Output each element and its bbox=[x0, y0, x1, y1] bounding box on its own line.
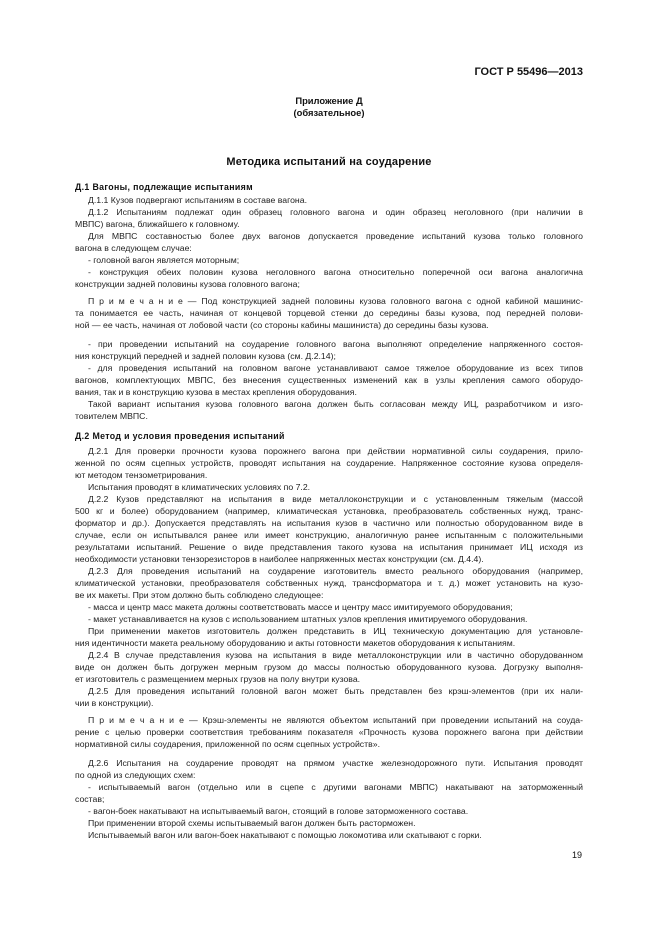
text-line: Для МВПС составностью более двух вагонов допускается проведение испытаний кузова только головного bbox=[88, 231, 583, 241]
text-line: ют методом тензометрирования. bbox=[75, 470, 208, 480]
text-line: - при проведении испытаний на соударение головного вагона выполняют определение напряженного состоя- bbox=[88, 339, 583, 349]
text-line: МВПС) вагона, ближайшего к головному. bbox=[75, 219, 240, 229]
text-line: - макет устанавливается на кузов с использованием штатных узлов крепления имитируемого оборудования. bbox=[88, 614, 528, 624]
text-line: ве их макеты. При этом должно быть соблюдено следующее: bbox=[75, 590, 324, 600]
text-line: состав; bbox=[75, 794, 105, 804]
section-heading: Д.2 Метод и условия проведения испытаний bbox=[75, 431, 285, 441]
paragraph bbox=[75, 266, 583, 290]
appendix-header bbox=[75, 95, 583, 119]
paragraph bbox=[75, 685, 583, 709]
text-line: П р и м е ч а н и е — Крэш-элементы не являются объектом испытаний при проведении испытаний на соуда- bbox=[88, 715, 583, 725]
paragraph bbox=[75, 829, 583, 841]
document-code: ГОСТ Р 55496—2013 bbox=[474, 66, 583, 78]
text-line: форматор и др.). Допускается представлять на испытания кузов в частично или полностью оборудованном виде в bbox=[75, 518, 583, 528]
text-line: Д.2.6 Испытания на соударение проводят на прямом участке железнодорожного пути. Испытания проводят bbox=[88, 758, 583, 768]
text-line: При применении макетов изготовитель должен представить в ИЦ техническую документацию для установле- bbox=[88, 626, 583, 636]
page-number: 19 bbox=[571, 850, 582, 860]
paragraph bbox=[75, 781, 583, 805]
text-line: та понимается ее часть, начиная от концевой торцевой стенки до середины базы кузова, под передней полови- bbox=[75, 308, 583, 318]
paragraph bbox=[75, 481, 583, 493]
document-body bbox=[75, 181, 583, 841]
text-line: климатической установки, преобразователя собственных нужд, трансформатора и т. д.) может установить на кузо- bbox=[75, 578, 583, 588]
text-line: Д.1.1 Кузов подвергают испытаниям в составе вагона. bbox=[88, 195, 307, 205]
paragraph bbox=[75, 613, 583, 625]
paragraph bbox=[75, 565, 583, 601]
paragraph bbox=[75, 493, 583, 565]
text-line: нормативной силы соударения, приложенной по осям сцепных устройств». bbox=[75, 739, 380, 749]
note-block bbox=[75, 295, 583, 331]
text-line: необходимости установки тензорезисторов в наиболее напряженных местах конструкции (см. Д.4.4). bbox=[75, 554, 484, 564]
text-line: случае, если он испытывался ранее или имеет конструкцию, аналогичную ранее испытанным с положительными bbox=[75, 530, 583, 540]
text-line: виде он должен быть догружен мерным грузом до массы полностью оборудованного кузова. Догрузку выполня- bbox=[75, 662, 583, 672]
section bbox=[75, 181, 583, 422]
text-line: вания, так и в конструкцию кузова в местах крепления оборудования. bbox=[75, 387, 357, 397]
paragraph bbox=[75, 445, 583, 481]
page-title: Методика испытаний на соударение bbox=[226, 156, 432, 168]
text-line: - вагон-боек накатывают на испытываемый вагон, стоящий в голове заторможенного состава. bbox=[88, 806, 469, 816]
paragraph bbox=[75, 817, 583, 829]
text-line: П р и м е ч а н и е — Под конструкцией задней половины кузова головного вагона с одной кабиной машинис- bbox=[88, 296, 583, 306]
section-heading: Д.1 Вагоны, подлежащие испытаниям bbox=[75, 182, 253, 192]
text-line: Испытания проводят в климатических условиях по 7.2. bbox=[88, 482, 311, 492]
text-line: - конструкция обеих половин кузова неголовного вагона относительно поперечной оси вагона аналогична bbox=[88, 267, 583, 277]
text-line: Д.2.2 Кузов представляют на испытания в виде металлоконструкции и с установленным тяжелым (массой bbox=[88, 494, 583, 504]
paragraph bbox=[75, 362, 583, 398]
text-line: ния идентичности макета реальному оборудованию и акты готовности макетов оборудования к испытаниям. bbox=[75, 638, 516, 648]
text-line: - испытываемый вагон (отдельно или в сцепе с другими вагонами МВПС) накатывают на заторможенный bbox=[88, 782, 583, 792]
text-line: чии в конструкции). bbox=[75, 698, 154, 708]
text-line: Испытываемый вагон или вагон-боек накатывают с помощью локомотива или скатывают с горки. bbox=[88, 830, 482, 840]
text-line: - для проведения испытаний на головном вагоне устанавливают самое тяжелое оборудование из всех типов bbox=[88, 363, 583, 373]
paragraph bbox=[75, 625, 583, 649]
appendix-status: (обязательное) bbox=[293, 107, 365, 118]
paragraph bbox=[75, 805, 583, 817]
text-line: товителем МВПС. bbox=[75, 411, 148, 421]
paragraph bbox=[75, 649, 583, 685]
text-line: При применении второй схемы испытываемый вагон должен быть расторможен. bbox=[88, 818, 416, 828]
paragraph bbox=[75, 206, 583, 230]
text-line: ет изготовитель с размещением мерных грузов на полу внутри кузова. bbox=[75, 674, 361, 684]
paragraph bbox=[75, 338, 583, 362]
paragraph bbox=[75, 601, 583, 613]
text-line: Д.2.3 Для проведения испытаний на соударение изготовитель вместо реального оборудования (например, bbox=[88, 566, 583, 576]
note-block bbox=[75, 714, 583, 750]
text-line: ной — ее часть, начиная от лобовой части (со стороны кабины машиниста) до середины базы кузова. bbox=[75, 320, 489, 330]
paragraph bbox=[75, 757, 583, 781]
text-line: 500 кг и более) оборудованием (например, климатическая установка, преобразователь собственных нужд, транс- bbox=[75, 506, 583, 516]
text-line: женной по осям сцепных устройств, проводят испытания на соударение. Напряженное состояние кузова определя- bbox=[75, 458, 583, 468]
paragraph bbox=[75, 398, 583, 422]
text-line: Д.2.5 Для проведения испытаний головной вагон может быть представлен без крэш-элементов (при их нали- bbox=[88, 686, 583, 696]
text-line: - масса и центр масс макета должны соответствовать массе и центру масс имитируемого оборудования; bbox=[88, 602, 513, 612]
text-line: - головной вагон является моторным; bbox=[88, 255, 240, 265]
text-line: результатами испытаний. Решение о виде представления такого кузова на испытания принимает ИЦ исходя из bbox=[75, 542, 583, 552]
paragraph bbox=[75, 230, 583, 254]
text-line: Д.2.1 Для проверки прочности кузова порожнего вагона при действии нормативной силы соударения, прило- bbox=[88, 446, 583, 456]
appendix-label: Приложение Д bbox=[295, 95, 363, 106]
text-line: Д.1.2 Испытаниям подлежат один образец головного вагона и один образец неголовного (при наличии в bbox=[88, 207, 583, 217]
text-line: Д.2.4 В случае представления кузова на испытания в виде металлоконструкции или в частично оборудованном bbox=[88, 650, 583, 660]
text-line: ния конструкций передней и задней половин кузова (см. Д.2.14); bbox=[75, 351, 336, 361]
text-line: конструкции задней половины кузова головного вагона; bbox=[75, 279, 300, 289]
section bbox=[75, 430, 583, 841]
text-line: Такой вариант испытания кузова головного вагона должен быть согласован между ИЦ, разработчиком и изго- bbox=[88, 399, 583, 409]
text-line: по одной из следующих схем: bbox=[75, 770, 196, 780]
paragraph bbox=[75, 194, 583, 206]
text-line: вагона в следующем случае: bbox=[75, 243, 192, 253]
text-line: рение с целью проверки соответствия требованиям показателя «Прочность кузова порожнего вагона при действии bbox=[75, 727, 583, 737]
text-line: вагонов, комплектующих МВПС, без внесения существенных изменений как в узлы крепления самого оборудо- bbox=[75, 375, 583, 385]
paragraph bbox=[75, 254, 583, 266]
